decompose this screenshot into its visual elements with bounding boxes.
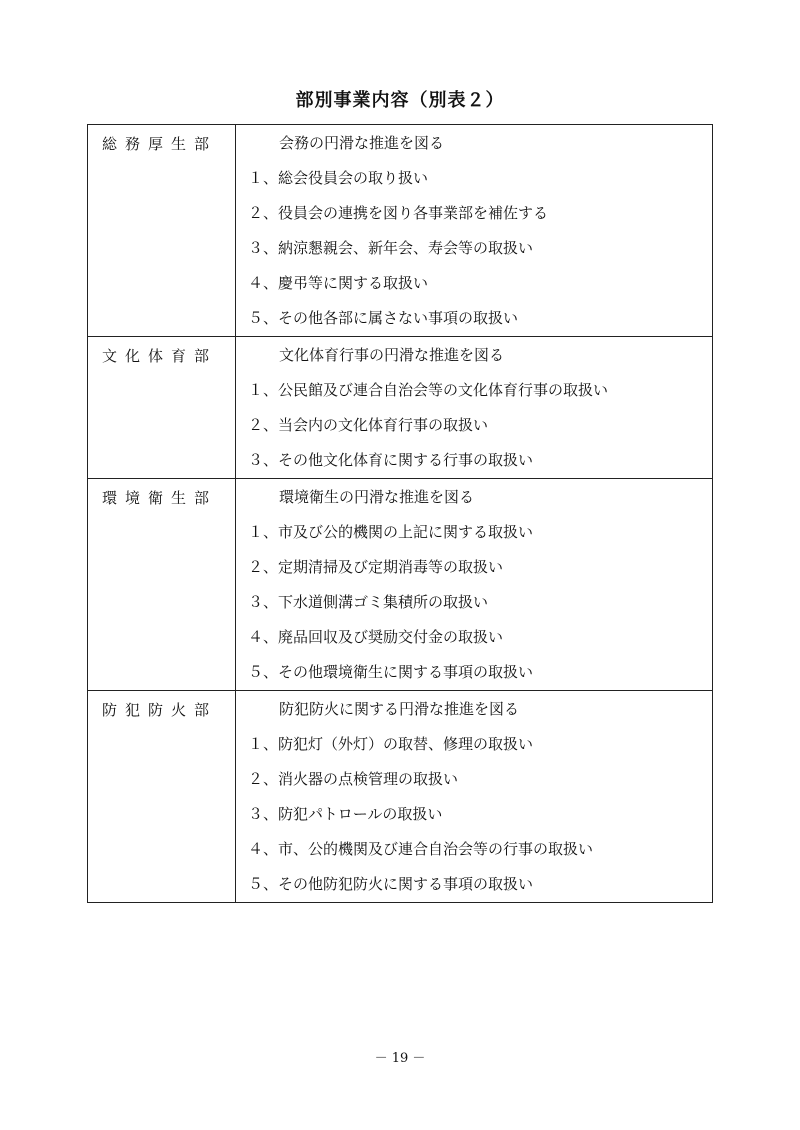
department-summary: 防犯防火に関する円滑な推進を図る bbox=[279, 700, 520, 718]
list-item: １、市及び公的機関の上記に関する取扱い bbox=[248, 523, 534, 541]
list-item: ３、納涼懇親会、新年会、寿会等の取扱い bbox=[248, 239, 534, 257]
list-item: ３、防犯パトロールの取扱い bbox=[248, 805, 443, 823]
table-row bbox=[88, 337, 713, 479]
department-name: 防犯防火部 bbox=[88, 691, 236, 903]
list-item: １、公民館及び連合自治会等の文化体育行事の取扱い bbox=[248, 381, 609, 399]
department-content bbox=[236, 691, 713, 903]
department-content bbox=[236, 125, 713, 337]
department-name: 環境衛生部 bbox=[88, 479, 236, 691]
list-item: ５、その他防犯防火に関する事項の取扱い bbox=[248, 875, 534, 893]
department-content bbox=[236, 479, 713, 691]
department-summary: 環境衛生の円滑な推進を図る bbox=[279, 488, 475, 506]
list-item: ５、その他環境衛生に関する事項の取扱い bbox=[248, 663, 534, 681]
list-item: ２、消火器の点検管理の取扱い bbox=[248, 770, 459, 788]
department-name: 文化体育部 bbox=[88, 337, 236, 479]
department-content bbox=[236, 337, 713, 479]
page-number: － 19 － bbox=[374, 1051, 426, 1066]
list-item: ４、慶弔等に関する取扱い bbox=[248, 274, 429, 292]
list-item: ２、役員会の連携を図り各事業部を補佐する bbox=[248, 204, 549, 222]
list-item: ４、廃品回収及び奨励交付金の取扱い bbox=[248, 628, 504, 646]
list-item: ２、当会内の文化体育行事の取扱い bbox=[248, 416, 489, 434]
table-row bbox=[88, 691, 713, 903]
table-row bbox=[88, 125, 713, 337]
department-summary: 文化体育行事の円滑な推進を図る bbox=[279, 346, 505, 364]
list-item: １、防犯灯（外灯）の取替、修理の取扱い bbox=[248, 735, 534, 753]
list-item: ２、定期清掃及び定期消毒等の取扱い bbox=[248, 558, 504, 576]
list-item: ３、その他文化体育に関する行事の取扱い bbox=[248, 451, 534, 469]
page-title: 部別事業内容（別表２） bbox=[295, 90, 505, 111]
department-table bbox=[87, 124, 713, 903]
table-row bbox=[88, 479, 713, 691]
list-item: ５、その他各部に属さない事項の取扱い bbox=[248, 309, 519, 327]
department-summary: 会務の円滑な推進を図る bbox=[279, 134, 445, 152]
department-name: 総務厚生部 bbox=[88, 125, 236, 337]
list-item: １、総会役員会の取り扱い bbox=[248, 169, 429, 187]
list-item: ３、下水道側溝ゴミ集積所の取扱い bbox=[248, 593, 489, 611]
list-item: ４、市、公的機関及び連合自治会等の行事の取扱い bbox=[248, 840, 594, 858]
